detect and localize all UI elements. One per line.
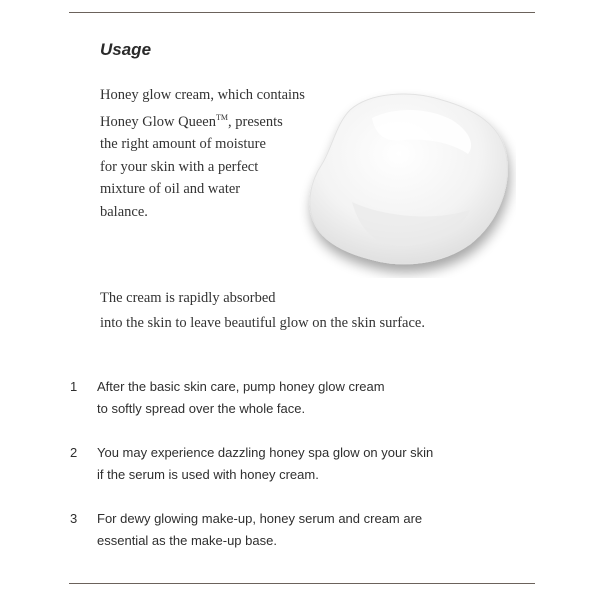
step-line: if the serum is used with honey cream.	[97, 467, 319, 482]
intro-line: Honey glow cream, which contains	[100, 87, 305, 103]
usage-step	[70, 508, 530, 574]
step-line: essential as the make-up base.	[97, 533, 277, 548]
step-number: 2	[70, 445, 78, 460]
usage-step	[70, 442, 530, 508]
absorption-paragraph	[100, 286, 425, 336]
step-number: 1	[70, 379, 78, 394]
top-divider	[69, 12, 535, 13]
absorption-line: The cream is rapidly absorbed	[100, 290, 276, 306]
absorption-line: into the skin to leave beautiful glow on the skin surface.	[100, 315, 425, 331]
step-line: After the basic skin care, pump honey glow cream	[97, 379, 385, 394]
step-line: You may experience dazzling honey spa glow on your skin	[97, 445, 434, 460]
step-text	[97, 508, 422, 552]
usage-steps-list	[70, 376, 530, 574]
step-text	[97, 442, 433, 486]
trademark-mark: TM	[215, 112, 228, 122]
intro-line: for your skin with a perfect	[100, 158, 259, 175]
step-line: For dewy glowing make-up, honey serum and cream are	[97, 511, 423, 526]
usage-heading: Usage	[100, 40, 152, 59]
cream-swatch-image	[292, 82, 516, 278]
step-number: 3	[70, 511, 78, 526]
step-line: to softly spread over the whole face.	[97, 401, 306, 416]
brand-name: Honey Glow Queen	[100, 113, 216, 130]
intro-line: mixture of oil and water	[100, 181, 241, 197]
bottom-divider	[69, 583, 535, 584]
intro-line: the right amount of moisture	[100, 136, 266, 152]
intro-line-suffix: , presents	[227, 113, 283, 130]
usage-step	[70, 376, 530, 442]
step-text	[97, 376, 385, 420]
intro-line: balance.	[100, 203, 148, 220]
